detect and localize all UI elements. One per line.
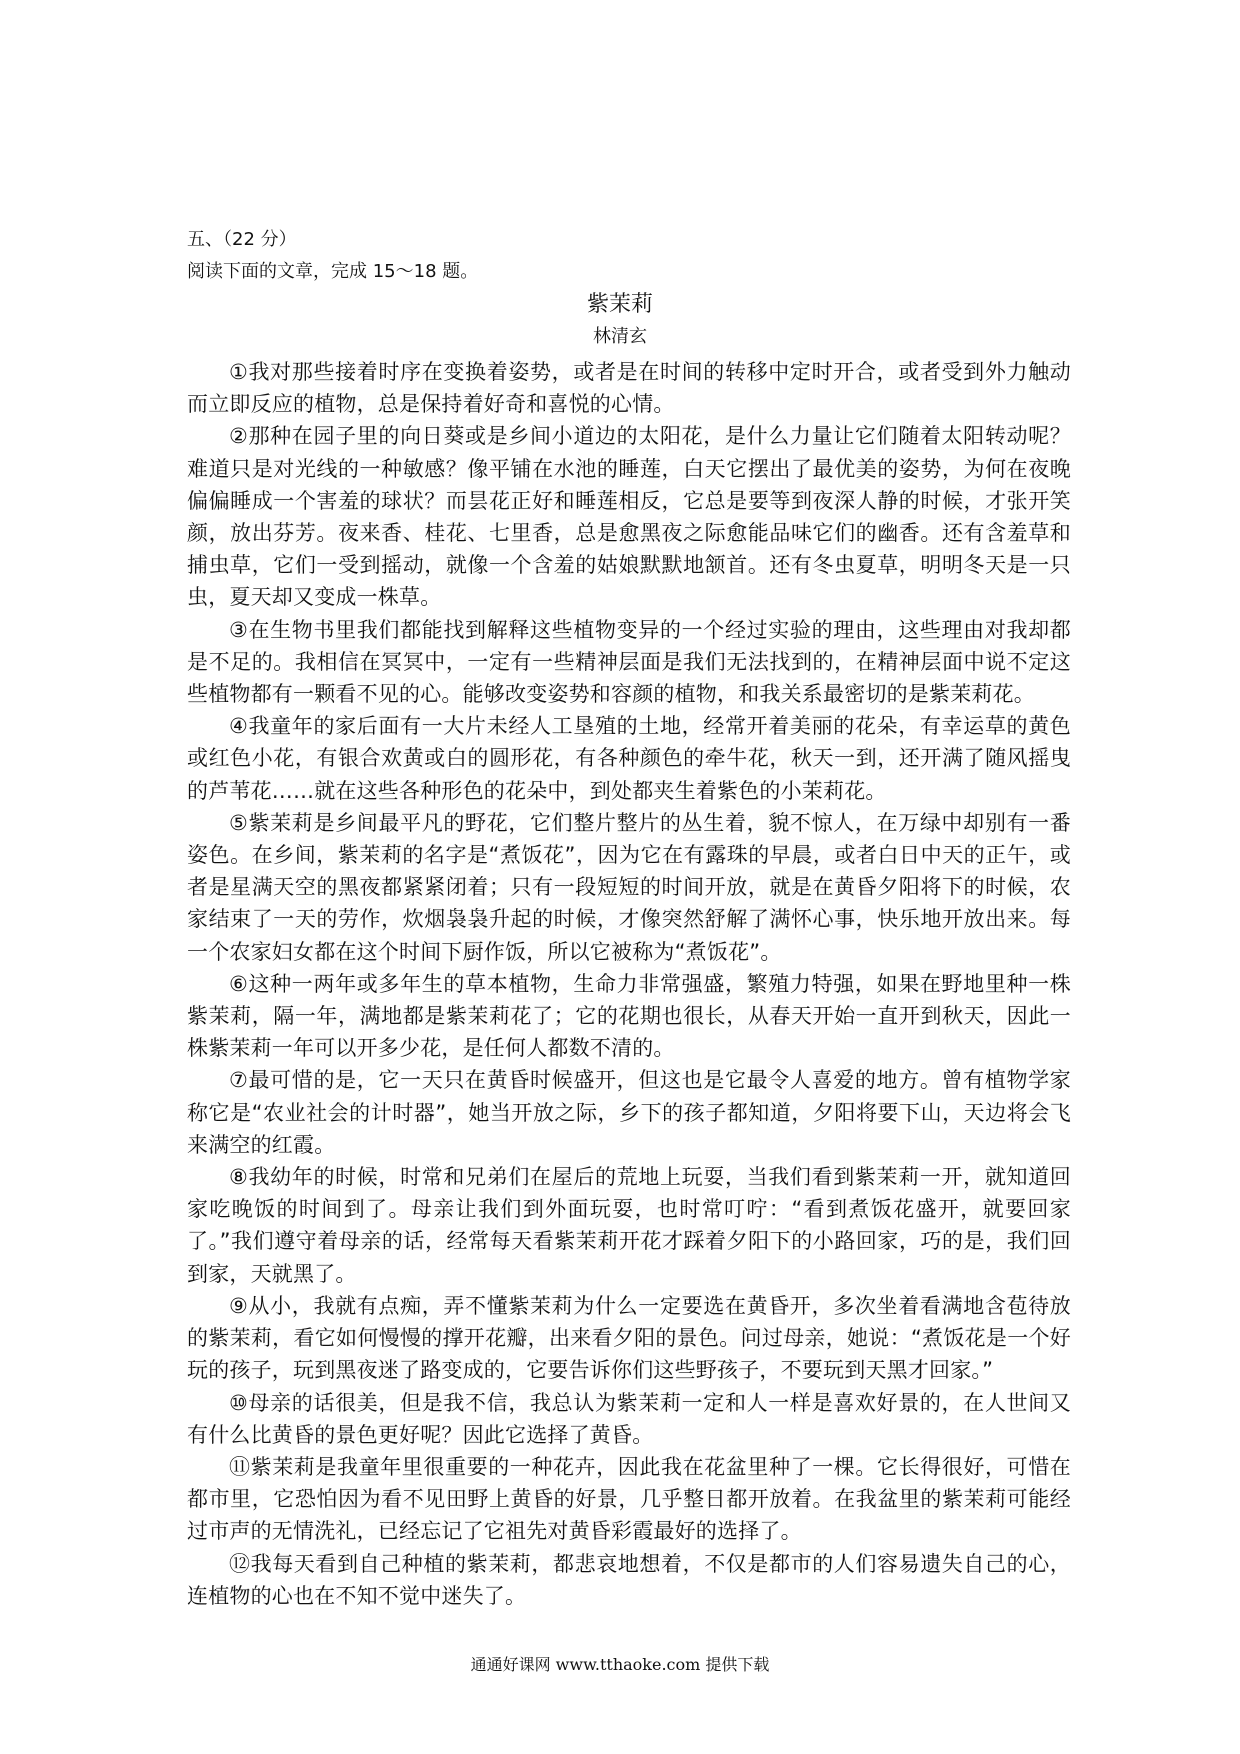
paragraph: ⑩母亲的话很美，但是我不信，我总认为紫茉莉一定和人一样是喜欢好景的，在人世间又有什么比黄昏的景色更好呢？因此它选择了黄昏。: [187, 1390, 1071, 1447]
paragraph: ⑤紫茉莉是乡间最平凡的野花，它们整片整片的丛生着，貌不惊人，在万绿中却别有一番姿色。在乡间，紫茉莉的名字是“煮饭花”，因为它在有露珠的早晨，或者白日中天的正午，或者是星满天空的黑夜都紧紧闭着；只有一段短短的时间开放，就是在黄昏夕阳将下的时候，农家结束了一天的劳作，炊烟袅袅升起的时候，才像突然舒解了满怀心事，快乐地开放出来。每一个农家妇女都在这个时间下厨作饭，所以它被称为“煮饭花”。: [187, 810, 1071, 964]
paragraph: ⑥这种一两年或多年生的草本植物，生命力非常强盛，繁殖力特强，如果在野地里种一株紫茉莉，隔一年，满地都是紫茉莉花了；它的花期也很长，从春天开始一直开到秋天，因此一株紫茉莉一年可以开多少花，是任何人都数不清的。: [187, 971, 1071, 1061]
paragraph: ②那种在园子里的向日葵或是乡间小道边的太阳花，是什么力量让它们随着太阳转动呢？难道只是对光线的一种敏感？像平铺在水池的睡莲，白天它摆出了最优美的姿势，为何在夜晚偏偏睡成一个害羞的球状？而昙花正好和睡莲相反，它总是要等到夜深人静的时候，才张开笑颜，放出芬芳。夜来香、桂花、七里香，总是愈黑夜之际愈能品味它们的幽香。还有含羞草和捕虫草，它们一受到摇动，就像一个含羞的姑娘默默地颔首。还有冬虫夏草，明明冬天是一只虫，夏天却又变成一株草。: [187, 424, 1071, 610]
paragraph: ⑧我幼年的时候，时常和兄弟们在屋后的荒地上玩耍，当我们看到紫茉莉一开，就知道回家吃晚饭的时间到了。母亲让我们到外面玩耍，也时常叮咛：“看到煮饭花盛开，就要回家了。”我们遵守着母亲的话，经常每天看紫茉莉开花才踩着夕阳下的小路回家，巧的是，我们回到家，天就黑了。: [187, 1165, 1071, 1286]
instruction: 阅读下面的文章，完成 15～18 题。: [187, 261, 479, 282]
paragraph: ①我对那些接着时序在变换着姿势，或者是在时间的转移中定时开合，或者受到外力触动而立即反应的植物，总是保持着好奇和喜悦的心情。: [187, 360, 1071, 417]
section-heading: 五、（22 分）: [187, 229, 297, 250]
paragraph: ⑫我每天看到自己种植的紫茉莉，都悲哀地想着，不仅是都市的人们容易遗失自己的心，连植物的心也在不知不觉中迷失了。: [187, 1551, 1071, 1608]
paragraph: ④我童年的家后面有一大片未经人工垦殖的土地，经常开着美丽的花朵，有幸运草的黄色或红色小花，有银合欢黄或白的圆形花，有各种颜色的牵牛花，秋天一到，还开满了随风摇曳的芦苇花……就在这些各种形色的花朵中，到处都夹生着紫色的小茉莉花。: [187, 714, 1071, 803]
page-footer: 通通好课网 www.tthaoke.com 提供下载: [470, 1655, 770, 1674]
paragraph: ⑪紫茉莉是我童年里很重要的一种花卉，因此我在花盆里种了一棵。它长得很好，可惜在都市里，它恐怕因为看不见田野上黄昏的好景，几乎整日都开放着。在我盆里的紫茉莉可能经过市声的无情洗礼，已经忘记了它祖先对黄昏彩霞最好的选择了。: [187, 1454, 1071, 1544]
article-title: 紫茉莉: [586, 292, 653, 317]
paragraph: ⑨从小，我就有点痴，弄不懂紫茉莉为什么一定要选在黄昏开，多次坐着看满地含苞待放的紫茉莉，看它如何慢慢的撑开花瓣，出来看夕阳的景色。问过母亲，她说：“煮饭花是一个好玩的孩子，玩到黑夜迷了路变成的，它要告诉你们这些野孩子，不要玩到天黑才回家。”: [187, 1293, 1071, 1383]
paragraph: ⑦最可惜的是，它一天只在黄昏时候盛开，但这也是它最令人喜爱的地方。曾有植物学家称它是“农业社会的计时器”，她当开放之际，乡下的孩子都知道，夕阳将要下山，天边将会飞来满空的红霞。: [187, 1068, 1071, 1157]
article-body: [187, 356, 1071, 1612]
paragraph: ③在生物书里我们都能找到解释这些植物变异的一个经过实验的理由，这些理由对我却都是不足的。我相信在冥冥中，一定有一些精神层面是我们无法找到的，在精神层面中说不定这些植物都有一颗看不见的心。能够改变姿势和容颜的植物，和我关系最密切的是紫茉莉花。: [187, 617, 1071, 707]
article-author: 林清玄: [593, 326, 647, 347]
